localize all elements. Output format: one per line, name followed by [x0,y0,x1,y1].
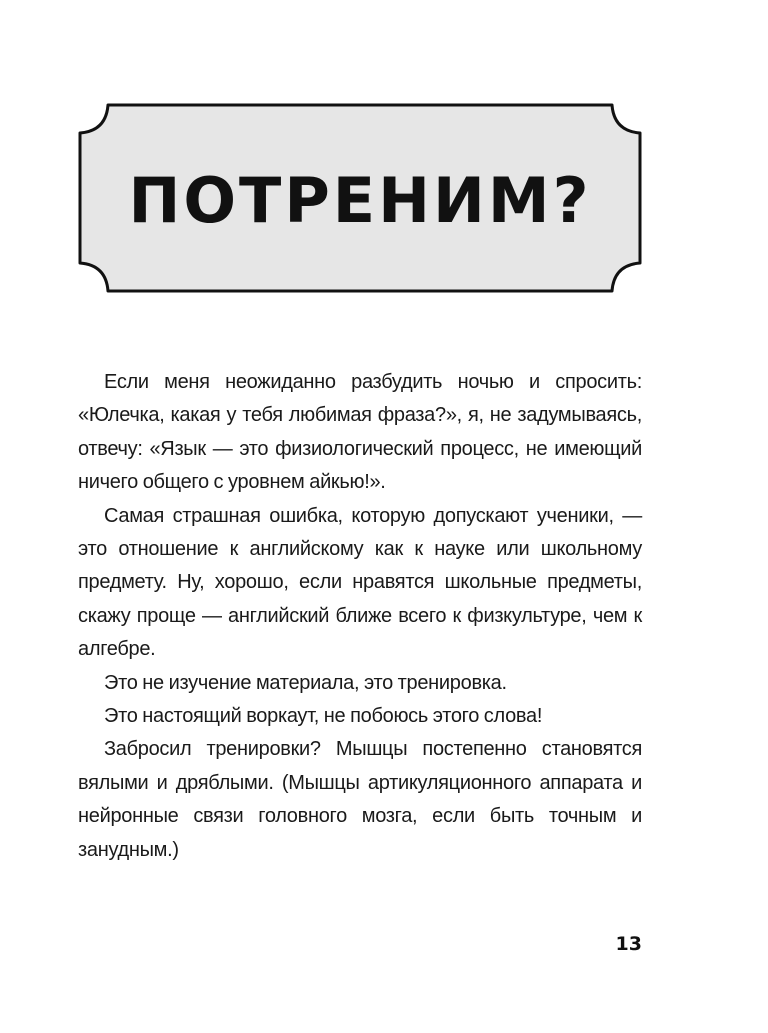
paragraph: Забросил тренировки? Мышцы постепенно становятся вялыми и дряблыми. (Мышцы артикуляционного аппарата и нейронные связи головного мозга, если быть точным и занудным.) [78,738,642,861]
paragraph: Самая страшная ошибка, которую допускают ученики, — это отношение к английскому как к науке или школьному предмету. Ну, хорошо, если нравятся школьные предметы, скажу проще — английский ближе всего к физкультуре, чем к алгебре. [78,504,642,661]
paragraph: Это настоящий воркаут, не побоюсь этого слова! [104,705,543,728]
paragraph: Если меня неожиданно разбудить ночью и спросить: «Юлечка, какая у тебя любимая фраза?», я, не задумываясь, отвечу: «Язык — это физиологический процесс, не имеющий ничего общего с уровнем айкью!». [78,371,642,494]
chapter-title: ПОТРЕНИМ? [128,163,592,237]
chapter-heading-frame [78,103,642,293]
body-text [78,366,642,867]
page-number: 13 [615,933,642,955]
paragraph: Это не изучение материала, это тренировка. [104,671,507,694]
